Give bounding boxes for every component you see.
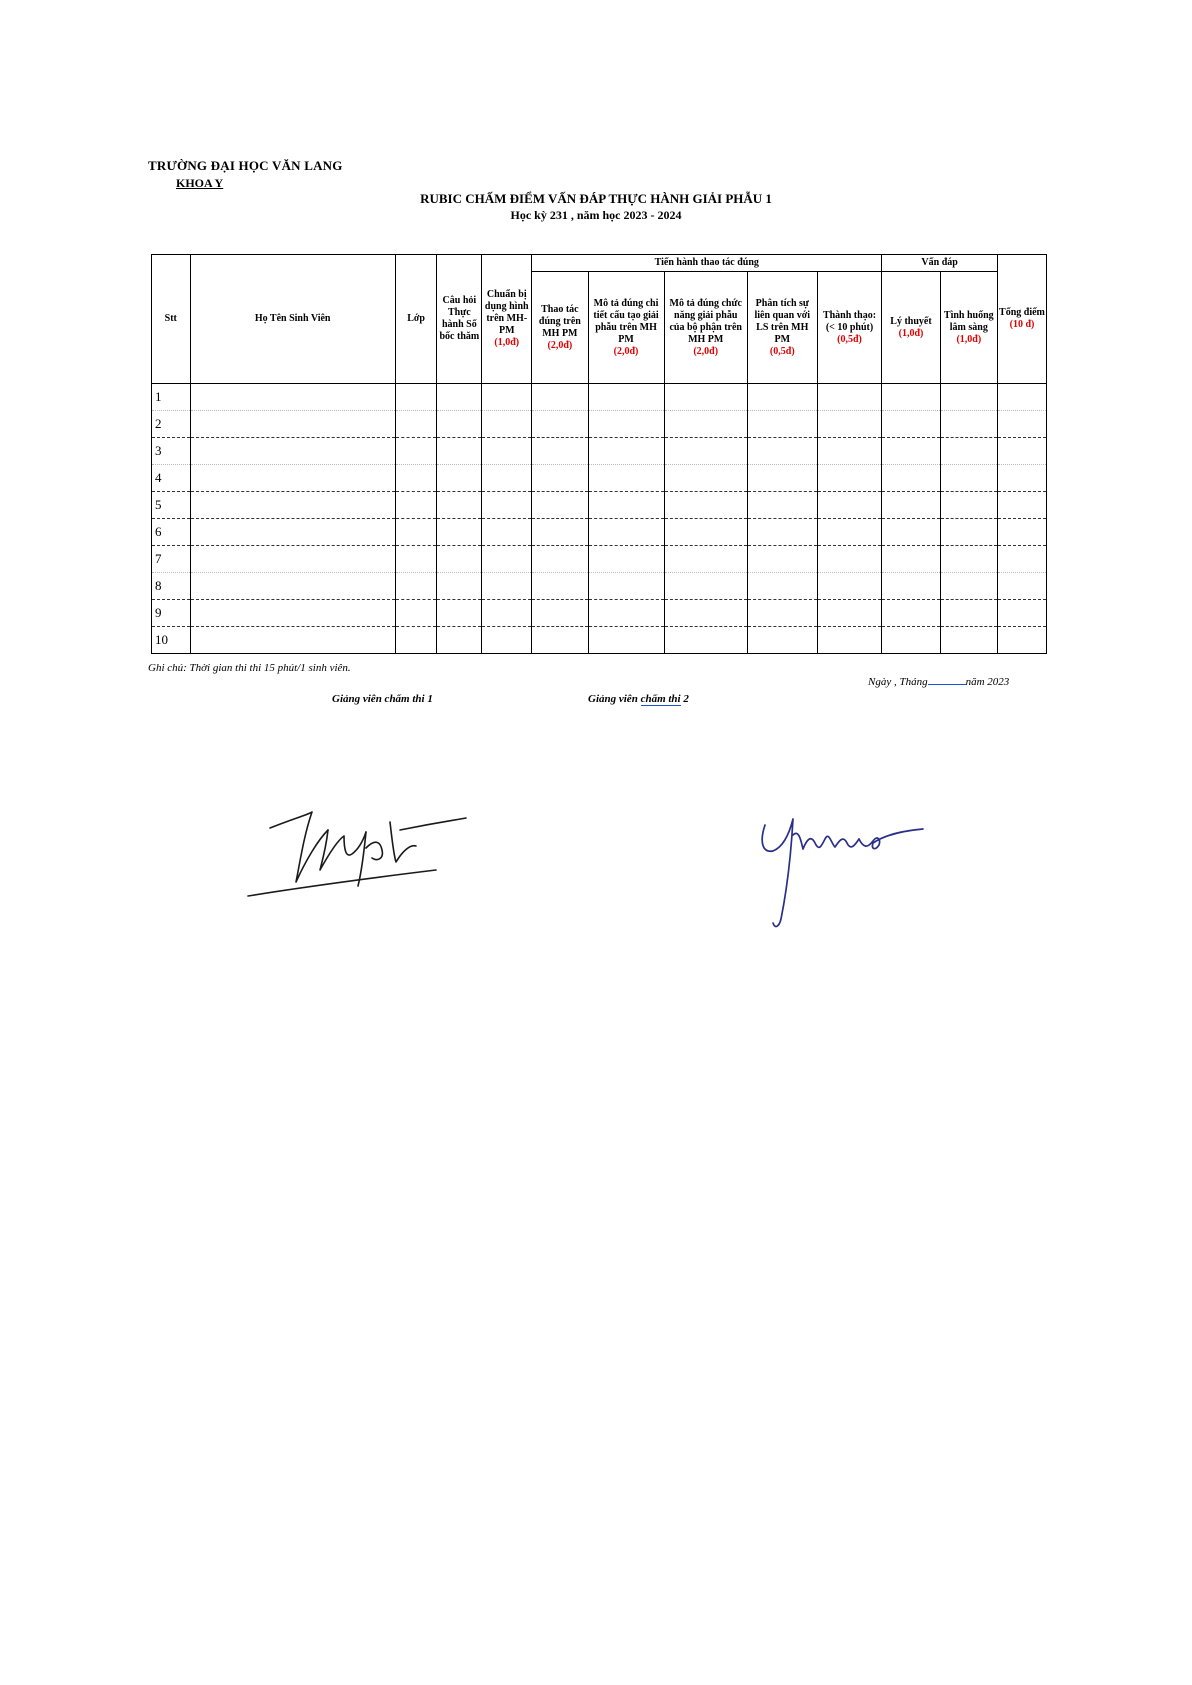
document-title: RUBIC CHẤM ĐIỂM VẤN ĐÁP THỰC HÀNH GIẢI PHẪU 1 — [420, 191, 772, 206]
table-cell — [395, 573, 437, 600]
school-name: TRƯỜNG ĐẠI HỌC VĂN LANG — [148, 158, 343, 173]
grader-1-label: Giảng viên chấm thi 1 — [332, 693, 433, 705]
table-cell — [940, 600, 997, 627]
table-cell — [940, 438, 997, 465]
table-row — [152, 546, 1047, 573]
table-cell — [588, 411, 664, 438]
col-clinical-case: Tình huống lâm sàng (1,0đ) — [940, 272, 997, 384]
table-row — [152, 600, 1047, 627]
table-cell — [588, 546, 664, 573]
table-cell — [817, 465, 882, 492]
table-cell — [882, 600, 940, 627]
table-cell — [940, 465, 997, 492]
row-number: 3 — [152, 438, 191, 465]
table-row — [152, 384, 1047, 411]
table-cell — [190, 492, 395, 519]
grader-2-label: Giảng viên chấm thi 2 — [588, 693, 689, 705]
table-cell — [664, 600, 747, 627]
table-cell — [940, 384, 997, 411]
table-row — [152, 519, 1047, 546]
table-cell — [437, 384, 482, 411]
col-correct-operation: Thao tác đúng trên MH PM (2,0đ) — [532, 272, 588, 384]
row-number: 1 — [152, 384, 191, 411]
row-number: 9 — [152, 600, 191, 627]
table-cell — [437, 519, 482, 546]
row-number: 10 — [152, 627, 191, 654]
row-number: 6 — [152, 519, 191, 546]
table-cell — [395, 519, 437, 546]
row-number: 5 — [152, 492, 191, 519]
table-cell — [437, 438, 482, 465]
col-stt: Stt — [152, 255, 191, 384]
table-cell — [664, 465, 747, 492]
table-cell — [997, 492, 1046, 519]
table-cell — [395, 627, 437, 654]
table-cell — [882, 411, 940, 438]
table-cell — [997, 384, 1046, 411]
table-cell — [817, 438, 882, 465]
table-cell — [395, 546, 437, 573]
table-cell — [395, 492, 437, 519]
table-cell — [437, 492, 482, 519]
table-row — [152, 465, 1047, 492]
table-cell — [482, 411, 532, 438]
table-cell — [482, 573, 532, 600]
table-cell — [437, 600, 482, 627]
table-cell — [437, 627, 482, 654]
table-cell — [437, 465, 482, 492]
table-cell — [588, 492, 664, 519]
table-cell — [482, 627, 532, 654]
table-cell — [882, 438, 940, 465]
table-cell — [532, 411, 588, 438]
table-cell — [817, 600, 882, 627]
table-cell — [997, 600, 1046, 627]
table-cell — [747, 519, 817, 546]
col-anatomy-structure: Mô tả đúng chi tiết cấu tạo giải phẫu trên MH PM (2,0đ) — [588, 272, 664, 384]
table-cell — [747, 411, 817, 438]
table-cell — [664, 438, 747, 465]
table-cell — [532, 384, 588, 411]
exam-note: Ghi chú: Thời gian thi thi 15 phút/1 sinh viên. — [148, 662, 351, 674]
table-cell — [664, 411, 747, 438]
col-anatomy-function: Mô tả đúng chức năng giải phẫu của bộ phận trên MH PM (2,0đ) — [664, 272, 747, 384]
col-total: Tổng điểm (10 đ) — [997, 255, 1046, 384]
col-clinical-relation: Phân tích sự liên quan với LS trên MH PM (0,5đ) — [747, 272, 817, 384]
table-cell — [882, 519, 940, 546]
row-number: 4 — [152, 465, 191, 492]
table-cell — [437, 573, 482, 600]
table-cell — [817, 492, 882, 519]
group-execution-header: Tiến hành thao tác đúng — [532, 255, 882, 272]
table-cell — [940, 573, 997, 600]
table-cell — [532, 519, 588, 546]
table-cell — [532, 627, 588, 654]
table-cell — [997, 519, 1046, 546]
grader-2-signature — [745, 795, 945, 935]
table-cell — [532, 465, 588, 492]
table-cell — [482, 438, 532, 465]
table-cell — [664, 627, 747, 654]
table-cell — [747, 492, 817, 519]
row-number: 2 — [152, 411, 191, 438]
table-cell — [747, 438, 817, 465]
table-cell — [588, 465, 664, 492]
col-proficiency: Thành thạo: (< 10 phút) (0,5đ) — [817, 272, 882, 384]
table-cell — [882, 627, 940, 654]
table-cell — [395, 438, 437, 465]
table-cell — [190, 384, 395, 411]
table-cell — [664, 546, 747, 573]
table-cell — [882, 492, 940, 519]
table-cell — [747, 627, 817, 654]
table-cell — [190, 438, 395, 465]
table-cell — [190, 465, 395, 492]
table-cell — [437, 411, 482, 438]
table-cell — [940, 546, 997, 573]
row-number: 8 — [152, 573, 191, 600]
grader-1-signature — [240, 800, 470, 910]
faculty-name: KHOA Y — [176, 176, 224, 190]
table-cell — [747, 384, 817, 411]
table-cell — [664, 492, 747, 519]
table-cell — [747, 600, 817, 627]
table-cell — [588, 627, 664, 654]
table-cell — [940, 627, 997, 654]
col-preparation: Chuẩn bị dụng hình trên MH-PM (1,0đ) — [482, 255, 532, 384]
table-cell — [940, 411, 997, 438]
table-cell — [664, 573, 747, 600]
col-question-number: Câu hỏi Thực hành Số bốc thăm — [437, 255, 482, 384]
table-row — [152, 438, 1047, 465]
table-cell — [817, 384, 882, 411]
table-cell — [664, 384, 747, 411]
table-cell — [532, 546, 588, 573]
table-cell — [882, 384, 940, 411]
table-cell — [482, 600, 532, 627]
table-cell — [588, 519, 664, 546]
col-student-name: Họ Tên Sinh Viên — [190, 255, 395, 384]
table-cell — [532, 438, 588, 465]
table-cell — [588, 384, 664, 411]
table-cell — [482, 546, 532, 573]
table-cell — [588, 573, 664, 600]
table-row — [152, 627, 1047, 654]
table-cell — [882, 546, 940, 573]
table-cell — [395, 384, 437, 411]
table-cell — [940, 492, 997, 519]
col-class: Lớp — [395, 255, 437, 384]
table-cell — [664, 519, 747, 546]
table-cell — [940, 519, 997, 546]
table-cell — [190, 600, 395, 627]
rubric-table — [151, 254, 1047, 654]
table-row — [152, 573, 1047, 600]
table-cell — [482, 384, 532, 411]
table-cell — [532, 600, 588, 627]
document-subtitle: Học kỳ 231 , năm học 2023 - 2024 — [510, 208, 682, 222]
table-cell — [997, 546, 1046, 573]
table-cell — [395, 411, 437, 438]
table-cell — [997, 627, 1046, 654]
table-cell — [817, 546, 882, 573]
group-oral-header: Vấn đáp — [882, 255, 998, 272]
table-cell — [588, 600, 664, 627]
table-cell — [190, 411, 395, 438]
table-cell — [190, 519, 395, 546]
table-cell — [190, 627, 395, 654]
table-cell — [190, 546, 395, 573]
table-cell — [997, 465, 1046, 492]
table-cell — [997, 411, 1046, 438]
table-cell — [997, 438, 1046, 465]
table-cell — [437, 546, 482, 573]
date-line: Ngày , Tháng năm 2023 — [868, 676, 1010, 688]
table-cell — [482, 492, 532, 519]
table-cell — [817, 519, 882, 546]
table-cell — [395, 465, 437, 492]
table-cell — [482, 519, 532, 546]
table-cell — [747, 573, 817, 600]
table-cell — [882, 573, 940, 600]
table-cell — [817, 411, 882, 438]
col-theory: Lý thuyết (1,0đ) — [882, 272, 940, 384]
table-cell — [482, 465, 532, 492]
table-cell — [882, 465, 940, 492]
row-number: 7 — [152, 546, 191, 573]
table-cell — [588, 438, 664, 465]
table-cell — [997, 573, 1046, 600]
table-cell — [747, 465, 817, 492]
table-row — [152, 411, 1047, 438]
table-cell — [817, 627, 882, 654]
table-cell — [817, 573, 882, 600]
table-cell — [747, 546, 817, 573]
table-cell — [532, 492, 588, 519]
table-cell — [190, 573, 395, 600]
table-cell — [532, 573, 588, 600]
table-row — [152, 492, 1047, 519]
table-cell — [395, 600, 437, 627]
